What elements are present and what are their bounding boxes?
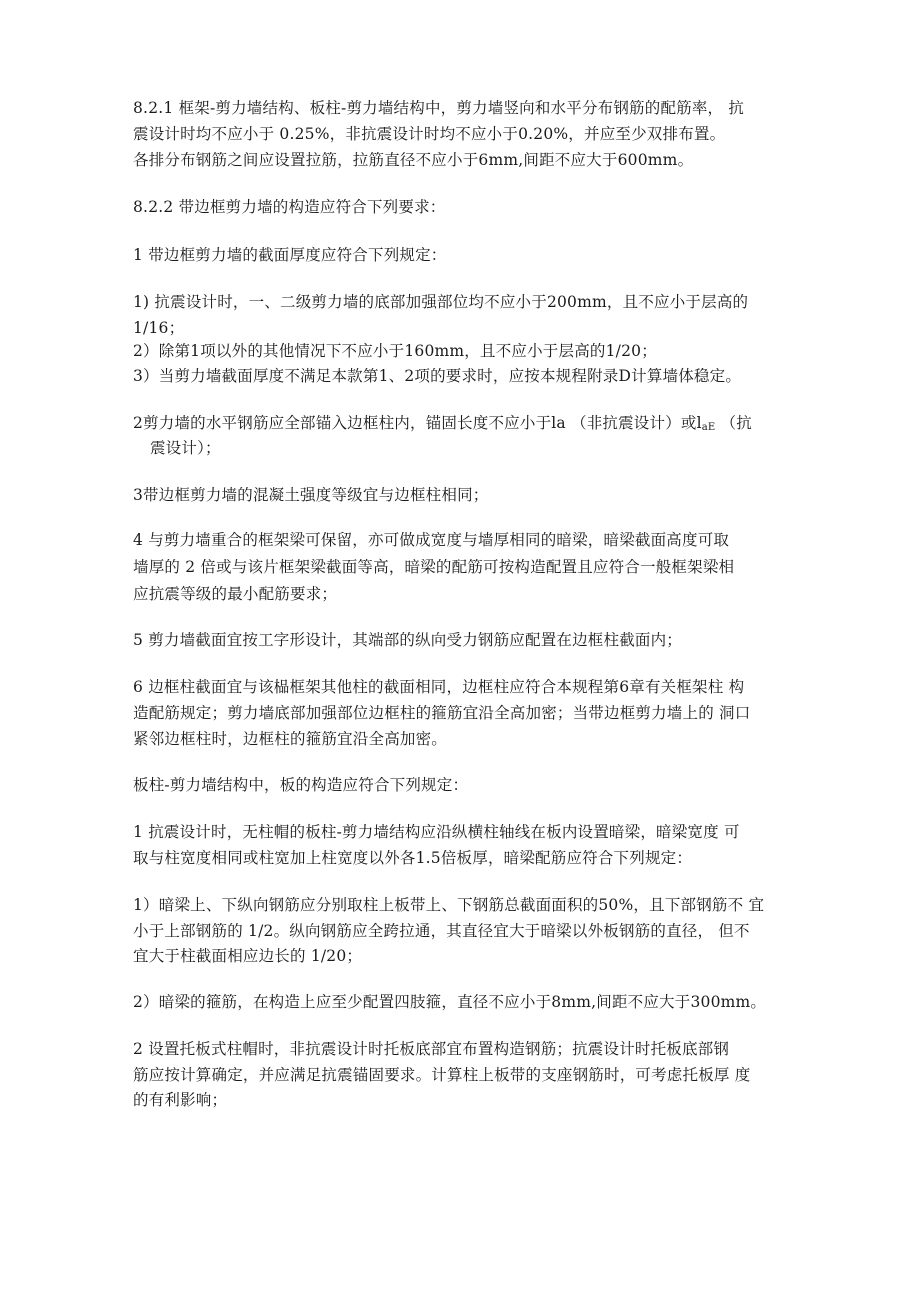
text-line: 1) 抗震设计时，一、二级剪力墙的底部加强部位均不应小于200mm，且不应小于层高的 [133,293,749,311]
text-line: 应抗震等级的最小配筋要求； [133,585,338,603]
text-line: 2）暗梁的箍筋，在构造上应至少配置四肢箍，直径不应小于8mm,间距不应大于300mm。 [133,993,767,1011]
text-line: 造配筋规定；剪力墙底部加强部位边框柱的箍筋宜沿全高加密；当带边框剪力墙上的 洞口 [133,704,751,722]
text-line: 宜大于柱截面相应边长的 1/20； [133,947,363,965]
text-line: 墙厚的 2 倍或与该片框架梁截面等高，暗梁的配筋可按构造配置且应符合一般框架梁相 [133,558,735,576]
text-line-part: 2剪力墙的水平钢筋应全部锚入边框柱内，锚固长度不应小于la （非抗震设计）或l [133,414,702,432]
text-line: 小于上部钢筋的 1/2。纵向钢筋应全跨拉通，其直径宜大于暗梁以外板钢筋的直径， 但不 [133,922,750,940]
text-line: 各排分布钢筋之间应设置拉筋，拉筋直径不应小于6mm,间距不应大于600mm。 [133,151,694,169]
text-line: 震设计）； [150,439,221,457]
text-line: 8.2.1 框架-剪力墙结构、板柱-剪力墙结构中，剪力墙竖向和水平分布钢筋的配筋率， 抗 [133,99,745,117]
text-line: 板柱-剪力墙结构中，板的构造应符合下列规定： [133,776,469,794]
text-line: 紧邻边框柱时，边框柱的箍筋宜沿全高加密。 [133,730,448,748]
text-line: 2 设置托板式柱帽时，非抗震设计时托板底部宜布置构造钢筋；抗震设计时托板底部钢 [133,1040,730,1058]
text-line-part: （抗 [715,414,752,432]
subscript-aE: aE [701,422,716,433]
text-line: 筋应按计算确定，并应满足抗震锚固要求。计算柱上板带的支座钢筋时，可考虑托板厚 度 [133,1066,751,1084]
text-line: 2）除第1项以外的其他情况下不应小于160mm，且不应小于层高的1/20； [133,342,657,360]
text-line [133,413,792,433]
text-line: 1 带边框剪力墙的截面厚度应符合下列规定： [133,246,447,264]
text-line: 5 剪力墙截面宜按工字形设计，其端部的纵向受力钢筋应配置在边框柱截面内； [133,631,682,649]
text-line: 6 边框柱截面宜与该榀框架其他柱的截面相同，边框柱应符合本规程第6章有关框架柱 构 [133,678,745,696]
text-line: 4 与剪力墙重合的框架梁可保留，亦可做成宽度与墙厚相同的暗梁，暗梁截面高度可取 [133,531,730,549]
text-line: 1/16； [133,319,185,337]
text-line: 3带边框剪力墙的混凝土强度等级宜与边框柱相同； [133,486,489,504]
text-line: 震设计时均不应小于 0.25%，非抗震设计时均不应小于0.20%，并应至少双排布置。 [133,125,726,143]
text-line: 取与柱宽度相同或柱宽加上柱宽度以外各1.5倍板厚，暗梁配筋应符合下列规定： [133,849,693,867]
text-line: 1）暗梁上、下纵向钢筋应分别取柱上板带上、下钢筋总截面面积的50%，且下部钢筋不 宜 [133,896,765,914]
text-line: 的有利影响； [133,1091,228,1109]
text-line: 8.2.2 带边框剪力墙的构造应符合下列要求： [133,198,446,216]
text-line: 3）当剪力墙截面厚度不满足本款第1、2项的要求时，应按本规程附录D计算墙体稳定。 [133,367,742,385]
text-line: 1 抗震设计时，无柱帽的板柱-剪力墙结构应沿纵横柱轴线在板内设置暗梁，暗梁宽度 可 [133,823,740,841]
